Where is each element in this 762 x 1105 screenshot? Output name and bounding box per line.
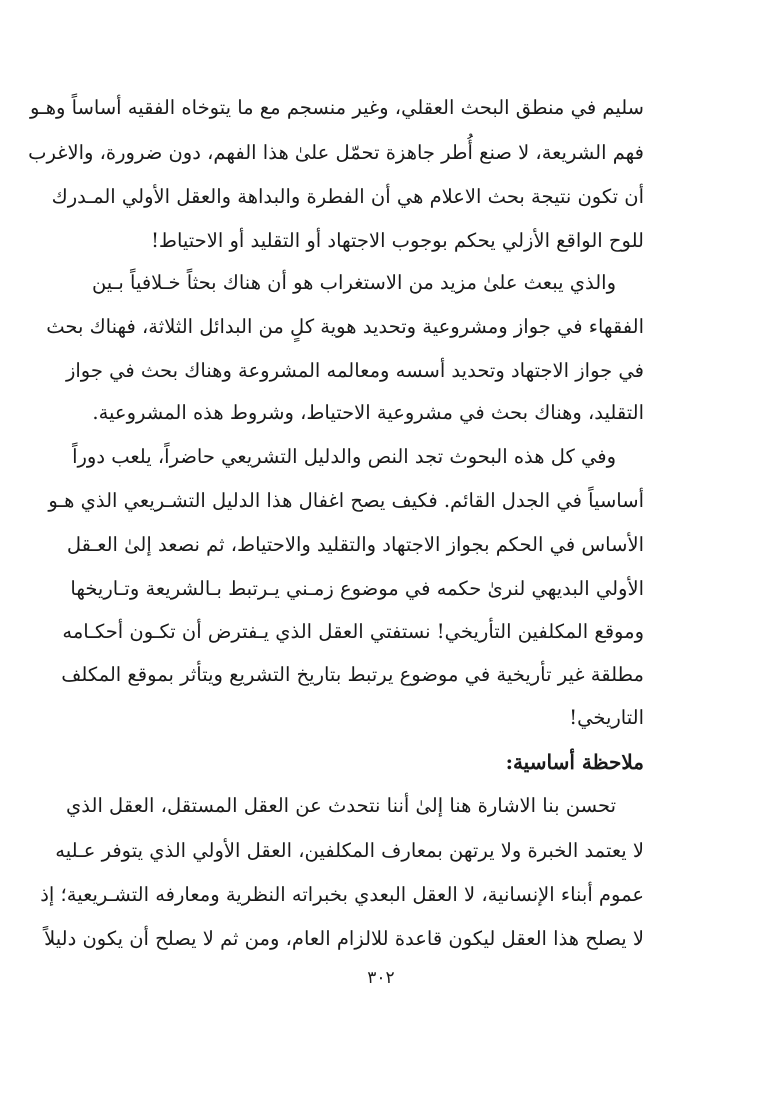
text-line: عموم أبناء الإنسانية، لا العقل البعدي بخبراته النظرية ومعارفه التشـريعية؛ إذ <box>40 883 644 906</box>
text-line: الأولي البديهي لنرىٰ حكمه في موضوع زمـني يـرتبط بـالشريعة وتـاريخها <box>70 577 644 600</box>
text-line: التقليد، وهناك بحث في مشروعية الاحتياط، وشروط هذه المشروعية. <box>92 401 644 424</box>
text-line: وفي كل هذه البحوث تجد النص والدليل التشريعي حاضراً، يلعب دوراً <box>72 445 616 468</box>
text-line: فهم الشريعة، لا صنع أُطر جاهزة تحمّل علىٰ هذا الفهم، دون ضرورة، والاغرب <box>28 141 644 164</box>
text-line: لا يصلح هذا العقل ليكون قاعدة للالزام العام، ومن ثم لا يصلح أن يكون دليلاً <box>44 927 644 950</box>
text-line: الفقهاء في جواز ومشروعية وتحديد هوية كلٍ من البدائل الثلاثة، فهناك بحث <box>46 315 644 338</box>
page-number: ٣٠٢ <box>367 968 395 988</box>
text-line: مطلقة غير تأريخية في موضوع يرتبط بتاريخ التشريع ويتأثر بموقع المكلف <box>61 663 644 686</box>
text-line: التاريخي! <box>569 706 644 729</box>
text-line: الأساس في الحكم بجواز الاجتهاد والتقليد والاحتياط، ثم نصعد إلىٰ العـقل <box>66 533 644 556</box>
text-line: سليم في منطق البحث العقلي، وغير منسجم مع ما يتوخاه الفقيه أساساً وهـو <box>29 96 644 119</box>
text-line: وموقع المكلفين التأريخي! نستفتي العقل الذي يـفترض أن تكـون أحكـامه <box>62 620 644 643</box>
text-line: أن تكون نتيجة بحث الاعلام هي أن الفطرة والبداهة والعقل الأولي المـدرك <box>51 185 644 208</box>
text-line: في جواز الاجتهاد وتحديد أسسه ومعالمه المشروعة وهناك بحث في جواز <box>65 359 644 382</box>
text-line: تحسن بنا الاشارة هنا إلىٰ أننا نتحدث عن العقل المستقل، العقل الذي <box>66 794 616 817</box>
text-line: للوح الواقع الأزلي يحكم بوجوب الاجتهاد أو التقليد أو الاحتياط! <box>151 229 644 252</box>
text-line: والذي يبعث علىٰ مزيد من الاستغراب هو أن هناك بحثاً خـلافياً بـين <box>91 271 616 294</box>
text-line: أساسياً في الجدل القائم. فكيف يصح اغفال هذا الدليل التشـريعي الذي هـو <box>48 489 644 512</box>
section-heading: ملاحظة أساسية: <box>505 750 644 774</box>
text-line: لا يعتمد الخبرة ولا يرتهن بمعارف المكلفين، العقل الأولي الذي يتوفر عـليه <box>55 839 644 862</box>
